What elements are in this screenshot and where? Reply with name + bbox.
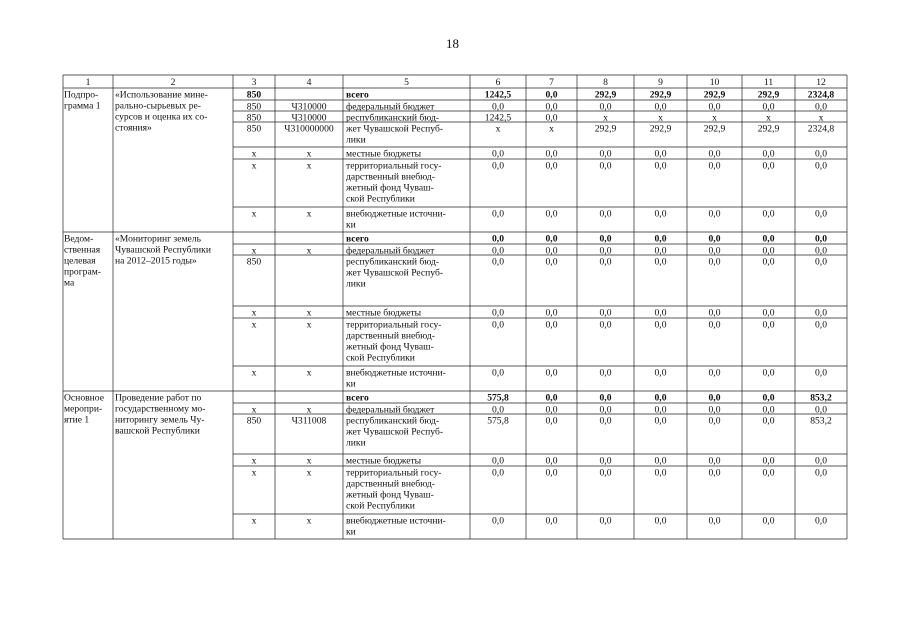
cell-value: 0,0: [708, 455, 721, 467]
cell-value: 0,0: [815, 208, 827, 220]
cell-col3: x: [251, 367, 257, 379]
cell-value: 0,0: [762, 160, 775, 172]
cell-source: ки: [346, 526, 356, 538]
cell-value: 292,9: [649, 123, 672, 135]
cell-value: 0,0: [599, 467, 612, 479]
cell-value: 0,0: [762, 467, 775, 479]
cell-value: 0,0: [708, 160, 721, 172]
cell-col3: x: [251, 467, 257, 479]
cell-col3: x: [251, 208, 257, 220]
column-header: 4: [306, 77, 312, 88]
cell-source: жетный фонд Чуваш-: [346, 489, 434, 501]
section-title-line: Чувашской Республики: [115, 244, 211, 256]
cell-col3: 850: [246, 101, 262, 113]
cell-source: территориальный госу-: [346, 160, 442, 172]
section-name-line: ственная: [64, 244, 101, 256]
cell-col4: x: [306, 307, 312, 319]
cell-col4: Ч310000: [291, 112, 327, 124]
cell-source: ской Республики: [346, 352, 415, 364]
cell-value: 0,0: [654, 404, 667, 416]
cell-value: 575,8: [487, 392, 509, 404]
cell-value: 0,0: [762, 455, 775, 467]
cell-source: дарственный внебюд-: [346, 330, 435, 342]
section-title-line: рально-сырьевых ре-: [115, 100, 201, 112]
cell-source: жетный фонд Чуваш-: [346, 182, 434, 194]
cell-col3: 850: [246, 89, 262, 101]
cell-source: дарственный внебюд-: [346, 478, 435, 490]
cell-value: 0,0: [599, 319, 612, 331]
column-header: 1: [85, 77, 91, 88]
section-title-line: Проведение работ по: [115, 392, 202, 404]
cell-source: республиканский бюд-: [346, 415, 440, 427]
cell-value: 0,0: [708, 404, 721, 416]
cell-col4: Ч310000: [291, 101, 327, 113]
cell-source: всего: [346, 233, 369, 245]
cell-value: 0,0: [654, 101, 667, 113]
cell-value: 0,0: [599, 392, 612, 404]
cell-value: 853,2: [810, 392, 832, 404]
cell-value: 0,0: [599, 101, 612, 113]
cell-col3: x: [251, 148, 257, 160]
cell-value: 0,0: [654, 233, 667, 245]
cell-value: 0,0: [762, 208, 775, 220]
cell-value: 0,0: [599, 404, 612, 416]
page-number: 18: [446, 36, 459, 51]
cell-col3: 850: [246, 112, 262, 124]
cell-value: 0,0: [762, 233, 775, 245]
cell-value: 0,0: [654, 319, 667, 331]
cell-source: жет Чувашской Респуб-: [346, 426, 444, 438]
section-title-line: стояния»: [115, 122, 152, 134]
cell-value: 0,0: [762, 392, 775, 404]
cell-col3: x: [251, 404, 257, 416]
cell-value: 292,9: [594, 123, 617, 135]
cell-source: ской Республики: [346, 193, 415, 205]
cell-col3: x: [251, 319, 257, 331]
cell-value: 853,2: [810, 415, 832, 427]
cell-value: 292,9: [757, 89, 780, 101]
cell-value: 0,0: [545, 148, 558, 160]
cell-value: 0,0: [708, 245, 721, 257]
cell-value: 0,0: [815, 307, 827, 319]
cell-col3: x: [251, 307, 257, 319]
cell-value: x: [712, 112, 717, 124]
column-header: 8: [603, 77, 608, 88]
cell-value: 0,0: [654, 415, 667, 427]
cell-value: 0,0: [492, 455, 504, 467]
cell-col4: x: [306, 367, 312, 379]
cell-col4: x: [306, 160, 312, 172]
cell-value: 0,0: [815, 148, 827, 160]
cell-value: 292,9: [703, 89, 726, 101]
cell-value: 0,0: [708, 307, 721, 319]
cell-value: 292,9: [703, 123, 726, 135]
cell-value: 0,0: [492, 233, 504, 245]
cell-col4: Ч311008: [291, 415, 327, 427]
cell-value: 575,8: [487, 415, 509, 427]
section-title-line: государственному мо-: [115, 403, 206, 415]
cell-value: 0,0: [545, 307, 558, 319]
column-header: 10: [709, 77, 720, 88]
cell-value: 0,0: [654, 160, 667, 172]
cell-value: x: [766, 112, 771, 124]
column-header: 5: [404, 77, 409, 88]
cell-col3: 850: [246, 256, 262, 268]
cell-value: 1242,5: [484, 89, 512, 101]
cell-value: 2324,8: [807, 89, 835, 101]
cell-value: 0,0: [545, 245, 558, 257]
cell-value: 0,0: [654, 515, 667, 527]
cell-value: 0,0: [599, 208, 612, 220]
cell-value: 0,0: [545, 455, 558, 467]
cell-value: 0,0: [599, 307, 612, 319]
cell-value: x: [818, 112, 824, 124]
cell-value: 0,0: [762, 148, 775, 160]
cell-source: всего: [346, 89, 369, 101]
cell-value: 0,0: [545, 404, 558, 416]
cell-source: местные бюджеты: [346, 148, 422, 160]
cell-source: всего: [346, 392, 369, 404]
cell-source: территориальный госу-: [346, 319, 442, 331]
cell-source: жет Чувашской Респуб-: [346, 123, 444, 135]
cell-value: 0,0: [654, 467, 667, 479]
cell-value: 0,0: [708, 515, 721, 527]
cell-value: 0,0: [545, 256, 558, 268]
section-name-line: Ведом-: [64, 233, 94, 245]
cell-value: 0,0: [654, 367, 667, 379]
cell-value: 0,0: [492, 148, 504, 160]
cell-value: 0,0: [654, 245, 667, 257]
cell-value: 0,0: [762, 515, 775, 527]
cell-value: 292,9: [594, 89, 617, 101]
column-header: 9: [658, 77, 663, 88]
cell-value: 0,0: [492, 101, 504, 113]
cell-value: 0,0: [599, 148, 612, 160]
cell-value: 0,0: [762, 307, 775, 319]
cell-value: 0,0: [762, 367, 775, 379]
cell-value: 0,0: [815, 515, 827, 527]
cell-col4: x: [306, 208, 312, 220]
cell-value: 292,9: [757, 123, 780, 135]
cell-source: внебюджетные источни-: [346, 367, 446, 379]
cell-col4: Ч310000000: [284, 123, 334, 135]
cell-value: 0,0: [545, 319, 558, 331]
cell-value: 0,0: [762, 101, 775, 113]
cell-value: 0,0: [545, 415, 558, 427]
cell-value: 0,0: [708, 415, 721, 427]
cell-col3: x: [251, 515, 257, 527]
cell-source: федеральный бюджет: [346, 245, 435, 257]
section-name-line: Подпро-: [64, 89, 99, 101]
cell-value: 0,0: [492, 307, 504, 319]
cell-value: 0,0: [815, 245, 827, 257]
section-name-line: ятие 1: [64, 414, 90, 426]
cell-value: 0,0: [545, 467, 558, 479]
section-name-line: целевая: [64, 255, 96, 267]
column-header: 12: [816, 77, 826, 88]
cell-value: 2324,8: [807, 123, 835, 135]
cell-value: 0,0: [599, 160, 612, 172]
cell-source: ки: [346, 219, 356, 231]
cell-value: 292,9: [649, 89, 672, 101]
cell-value: 0,0: [654, 392, 667, 404]
cell-value: 0,0: [815, 467, 827, 479]
cell-value: 0,0: [708, 148, 721, 160]
cell-col4: x: [306, 467, 312, 479]
cell-value: x: [658, 112, 663, 124]
section-name-line: меропри-: [64, 403, 103, 415]
cell-value: 0,0: [815, 233, 827, 245]
cell-value: 0,0: [762, 404, 775, 416]
cell-source: федеральный бюджет: [346, 404, 435, 416]
cell-value: 0,0: [545, 515, 558, 527]
cell-source: лики: [346, 278, 366, 290]
cell-value: 0,0: [762, 415, 775, 427]
cell-value: 0,0: [708, 101, 721, 113]
section-title-line: сурсов и оценка их со-: [115, 111, 208, 123]
cell-value: 0,0: [545, 367, 558, 379]
cell-value: 0,0: [708, 256, 721, 268]
cell-value: 0,0: [545, 208, 558, 220]
cell-col4: x: [306, 245, 312, 257]
cell-value: 0,0: [545, 89, 558, 101]
cell-value: 0,0: [815, 367, 827, 379]
cell-col3: x: [251, 160, 257, 172]
section-name-line: Основное: [64, 392, 104, 404]
cell-value: 0,0: [708, 319, 721, 331]
cell-source: республиканский бюд-: [346, 112, 440, 124]
cell-value: 0,0: [545, 392, 558, 404]
cell-value: 0,0: [492, 160, 504, 172]
section-title-line: «Мониторинг земель: [115, 233, 201, 245]
cell-source: жетный фонд Чуваш-: [346, 341, 434, 353]
section-title-line: «Использование мине-: [115, 89, 208, 101]
cell-col4: x: [306, 455, 312, 467]
cell-value: 0,0: [762, 319, 775, 331]
cell-value: 0,0: [599, 367, 612, 379]
cell-source: внебюджетные источни-: [346, 208, 446, 220]
cell-value: 0,0: [815, 160, 827, 172]
cell-value: 0,0: [708, 467, 721, 479]
cell-col4: x: [306, 404, 312, 416]
cell-value: 0,0: [815, 455, 827, 467]
cell-value: 0,0: [708, 233, 721, 245]
cell-source: ки: [346, 378, 356, 390]
cell-col3: x: [251, 245, 257, 257]
cell-value: 0,0: [762, 245, 775, 257]
section-name-line: програм-: [64, 266, 101, 278]
cell-value: 0,0: [762, 256, 775, 268]
cell-value: 0,0: [815, 101, 827, 113]
cell-col4: x: [306, 319, 312, 331]
column-header: 3: [251, 77, 257, 88]
section-name-line: ма: [64, 277, 75, 289]
cell-value: 0,0: [545, 112, 558, 124]
cell-value: 0,0: [815, 404, 827, 416]
cell-value: 0,0: [599, 256, 612, 268]
cell-value: 0,0: [599, 455, 612, 467]
cell-source: местные бюджеты: [346, 455, 422, 467]
cell-source: федеральный бюджет: [346, 101, 435, 113]
cell-value: 0,0: [815, 256, 827, 268]
cell-value: 0,0: [708, 208, 721, 220]
cell-value: 0,0: [492, 208, 504, 220]
section-title-line: на 2012–2015 годы»: [115, 255, 197, 267]
cell-value: 0,0: [654, 208, 667, 220]
cell-value: 0,0: [599, 245, 612, 257]
column-header: 6: [495, 77, 501, 88]
cell-value: 0,0: [545, 101, 558, 113]
cell-col3: x: [251, 455, 257, 467]
cell-value: 0,0: [708, 392, 721, 404]
column-header: 11: [763, 77, 774, 88]
cell-col4: x: [306, 148, 312, 160]
cell-value: 0,0: [654, 307, 667, 319]
column-header: 7: [549, 77, 554, 88]
section-name-line: грамма 1: [64, 100, 101, 112]
cell-source: лики: [346, 437, 366, 449]
cell-value: x: [495, 123, 501, 135]
cell-source: лики: [346, 134, 366, 146]
cell-source: ской Республики: [346, 500, 415, 512]
cell-value: 0,0: [492, 256, 504, 268]
cell-value: 0,0: [815, 319, 827, 331]
cell-source: дарственный внебюд-: [346, 171, 435, 183]
cell-value: 0,0: [599, 415, 612, 427]
cell-value: 0,0: [654, 148, 667, 160]
cell-col4: x: [306, 515, 312, 527]
cell-value: 0,0: [492, 367, 504, 379]
column-header: 2: [170, 77, 176, 88]
cell-value: 0,0: [492, 245, 504, 257]
cell-source: жет Чувашской Респуб-: [346, 267, 444, 279]
cell-value: 1242,5: [484, 112, 512, 124]
cell-value: 0,0: [492, 467, 504, 479]
cell-value: 0,0: [492, 404, 504, 416]
cell-value: 0,0: [599, 515, 612, 527]
cell-source: территориальный госу-: [346, 467, 442, 479]
cell-source: республиканский бюд-: [346, 256, 440, 268]
cell-source: местные бюджеты: [346, 307, 422, 319]
cell-value: x: [549, 123, 554, 135]
section-title-line: ниторингу земель Чу-: [115, 414, 205, 426]
cell-value: 0,0: [708, 367, 721, 379]
cell-value: 0,0: [545, 160, 558, 172]
cell-col3: 850: [246, 123, 262, 135]
cell-value: 0,0: [599, 233, 612, 245]
cell-value: x: [603, 112, 608, 124]
cell-col3: 850: [246, 415, 262, 427]
section-title-line: вашской Республики: [115, 425, 200, 437]
cell-source: внебюджетные источни-: [346, 515, 446, 527]
cell-value: 0,0: [492, 319, 504, 331]
cell-value: 0,0: [654, 256, 667, 268]
cell-value: 0,0: [545, 233, 558, 245]
cell-value: 0,0: [654, 455, 667, 467]
cell-value: 0,0: [492, 515, 504, 527]
